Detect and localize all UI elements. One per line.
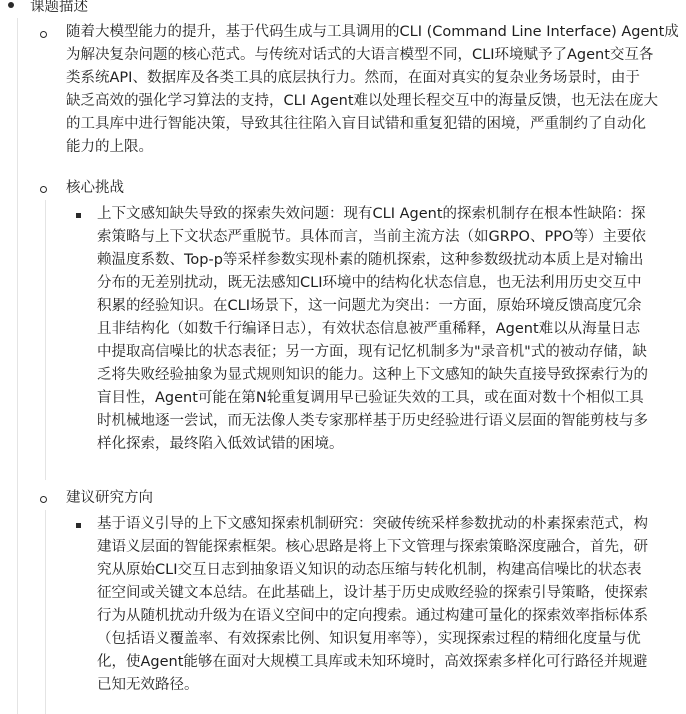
paragraph-line: 样化探索，最终陷入低效试错的困境。	[97, 436, 344, 452]
paragraph-line: 究从原始CLI交互日志到抽象语义知识的动态压缩与转化机制，构建高信噪比的状态表	[97, 562, 642, 578]
paragraph-line: （包括语义覆盖率、有效探索比例、知识复用率等），实现探索过程的精细化度量与优	[97, 631, 641, 647]
section-title: 课题描述	[30, 0, 88, 15]
paragraph-line: 能力的上限。	[66, 139, 153, 155]
paragraph-line: 化，使Agent能够在面对大规模工具库或未知环境时，高效探索多样化可行路径并规避	[97, 654, 648, 670]
paragraph-line: 已知无效路径。	[97, 677, 199, 693]
indent-guide	[45, 200, 46, 480]
paragraph-line: 时机械地逐一尝试，而无法像人类专家那样基于历史经验进行语义层面的智能剪枝与多	[97, 413, 648, 429]
bullet-circle-icon	[40, 496, 47, 503]
subsection-heading-challenges: 核心挑战	[66, 180, 124, 196]
subsection-heading-directions: 建议研究方向	[66, 490, 153, 506]
paragraph-line: 中提取高信噪比的状态表征；另一方面，现有记忆机制多为"录音机"式的被动存储，缺	[97, 344, 647, 360]
bullet-disc-icon	[8, 2, 14, 8]
paragraph-line: 盲目性，Agent可能在第N轮重复调用早已验证失效的工具，或在面对数十个相似工具	[97, 390, 644, 406]
paragraph-line: 积累的经验知识。在CLI场景下，这一问题尤为突出：一方面，原始环境反馈高度冗余	[97, 298, 642, 314]
paragraph-line: 赖温度系数、Top-p等采样参数实现朴素的随机探索，这种参数级扰动本质上是对输出	[97, 252, 644, 268]
indent-guide	[45, 510, 46, 714]
paragraph-line: 的工具库中进行智能决策，导致其往往陷入盲目试错和重复犯错的困境，严重制约了自动化	[66, 116, 646, 132]
paragraph-line: 为解决复杂问题的核心范式。与传统对话式的大语言模型不同，CLI环境赋予了Agent交互各	[66, 47, 654, 63]
bullet-square-icon	[76, 523, 81, 528]
paragraph-line: 索策略与上下文状态严重脱节。具体而言，当前主流方法（如GRPO、PPO等）主要依	[97, 229, 646, 245]
paragraph-line: 随着大模型能力的提升，基于代码生成与工具调用的CLI (Command Line Interface) Agent成	[66, 24, 679, 40]
bullet-square-icon	[76, 213, 81, 218]
description-paragraph	[66, 21, 682, 159]
paragraph-line: 上下文感知缺失导致的探索失效问题：现有CLI Agent的探索机制存在根本性缺陷：探	[97, 206, 646, 222]
paragraph-line: 缺乏高效的强化学习算法的支持，CLI Agent难以处理长程交互中的海量反馈，也无法在庞大	[66, 93, 659, 109]
paragraph-line: 行为从随机扰动升级为在语义空间中的定向搜索。通过构建可量化的探索效率指标体系	[97, 608, 648, 624]
paragraph-line: 分布的无差别扰动，既无法感知CLI环境中的结构化状态信息，也无法利用历史交互中	[97, 275, 642, 291]
challenges-paragraph	[97, 203, 682, 456]
paragraph-line: 乏将失败经验抽象为显式规则知识的能力。这种上下文感知的缺失直接导致探索行为的	[97, 367, 648, 383]
bullet-circle-icon	[40, 186, 47, 193]
directions-paragraph	[97, 513, 682, 697]
paragraph-line: 类系统API、数据库及各类工具的底层执行力。然而，在面对真实的复杂业务场景时，由于	[66, 70, 640, 86]
paragraph-line: 且非结构化（如数千行编译日志），有效状态信息被严重稀释，Agent难以从海量日志	[97, 321, 641, 337]
paragraph-line: 基于语义引导的上下文感知探索机制研究：突破传统采样参数扰动的朴素探索范式，构	[97, 516, 648, 532]
paragraph-line: 征空间或关键文本总结。在此基础上，设计基于历史成败经验的探索引导策略，使探索	[97, 585, 648, 601]
bullet-circle-icon	[40, 31, 47, 38]
indent-guide	[17, 18, 18, 714]
paragraph-line: 建语义层面的智能探索框架。核心思路是将上下文管理与探索策略深度融合，首先，研	[97, 539, 648, 555]
